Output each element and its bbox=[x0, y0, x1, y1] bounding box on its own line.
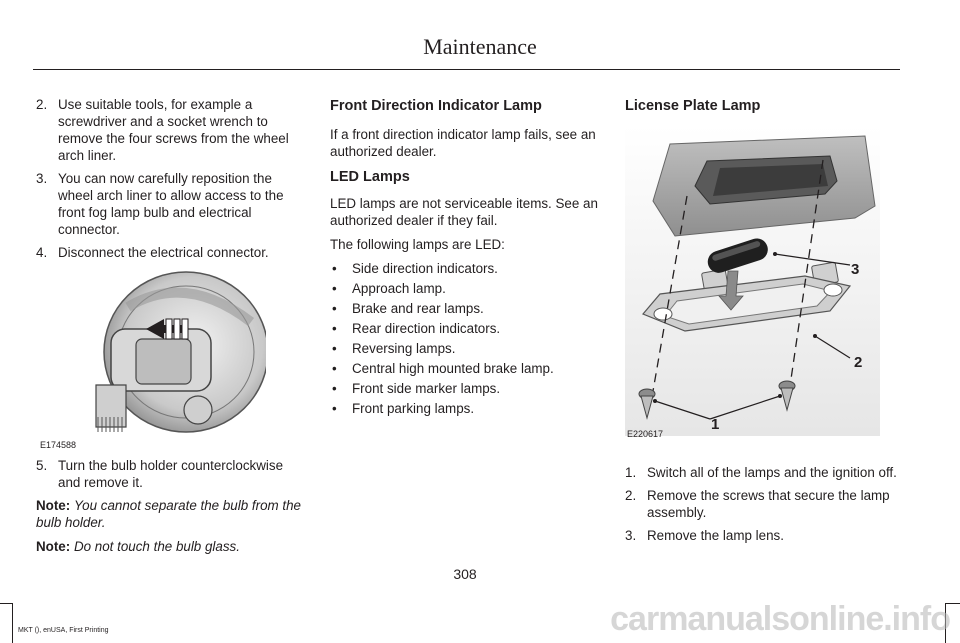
list-item bbox=[330, 280, 602, 297]
fog-lamp-illustration bbox=[36, 267, 266, 447]
note-text: You cannot separate the bulb from the bulb holder. bbox=[36, 498, 302, 530]
step-text: You can now carefully reposition the wheel arch liner to allow access to the front fog lamp bulb and electrical connector. bbox=[58, 171, 284, 237]
step-item bbox=[36, 96, 304, 164]
paragraph: LED lamps are not serviceable items. See an authorized dealer if they fail. bbox=[330, 196, 598, 228]
step-item bbox=[36, 244, 304, 261]
figure-code: E174588 bbox=[40, 440, 77, 450]
note-label: Note: bbox=[36, 498, 71, 513]
list-item bbox=[330, 380, 602, 397]
header-rule bbox=[33, 69, 900, 70]
list-item bbox=[330, 360, 602, 377]
step-item bbox=[625, 527, 897, 544]
step-number: 3. bbox=[625, 528, 637, 543]
page-number: 308 bbox=[453, 566, 477, 582]
bullet: • bbox=[332, 261, 337, 276]
step-number: 3. bbox=[36, 171, 48, 186]
callout-1: 1 bbox=[711, 416, 720, 433]
bullet: • bbox=[332, 401, 337, 416]
list-item-text: Approach lamp. bbox=[352, 281, 446, 296]
step-number: 4. bbox=[36, 245, 48, 260]
step-item bbox=[625, 464, 897, 481]
column-3 bbox=[625, 96, 897, 550]
bullet: • bbox=[332, 341, 337, 356]
note-label: Note: bbox=[36, 539, 71, 554]
step-item bbox=[36, 170, 304, 238]
list-item bbox=[330, 260, 602, 277]
list-item-text: Front parking lamps. bbox=[352, 401, 475, 416]
bullet: • bbox=[332, 361, 337, 376]
step-item bbox=[625, 487, 897, 521]
crop-mark bbox=[0, 603, 12, 604]
list-item-text: Brake and rear lamps. bbox=[352, 301, 484, 316]
step-item bbox=[36, 457, 304, 491]
bullet: • bbox=[332, 281, 337, 296]
note bbox=[36, 538, 304, 555]
watermark: carmanualsonline.info bbox=[610, 600, 950, 638]
callout-2: 2 bbox=[854, 354, 863, 371]
led-lamp-list bbox=[330, 260, 602, 417]
note-text: Do not touch the bulb glass. bbox=[73, 539, 240, 554]
license-plate-lamp-illustration bbox=[625, 126, 880, 436]
fog-lamp-figure bbox=[36, 267, 266, 450]
list-item-text: Rear direction indicators. bbox=[352, 321, 501, 336]
step-text: Switch all of the lamps and the ignition off. bbox=[647, 465, 897, 480]
step-text: Use suitable tools, for example a screwdriver and a socket wrench to remove the four screws from the wheel arch liner. bbox=[58, 97, 289, 163]
section-heading: License Plate Lamp bbox=[625, 98, 761, 114]
list-item-text: Central high mounted brake lamp. bbox=[352, 361, 554, 376]
bullet: • bbox=[332, 321, 337, 336]
step-text: Remove the lamp lens. bbox=[647, 528, 784, 543]
step-number: 1. bbox=[625, 465, 637, 480]
list-item bbox=[330, 340, 602, 357]
list-item bbox=[330, 300, 602, 317]
step-number: 5. bbox=[36, 458, 48, 473]
license-lamp-steps bbox=[625, 464, 897, 544]
step-text: Disconnect the electrical connector. bbox=[58, 245, 269, 260]
list-item bbox=[330, 400, 602, 417]
section-heading: Front Direction Indicator Lamp bbox=[330, 98, 542, 114]
page-header-title: Maintenance bbox=[423, 34, 537, 59]
step-number: 2. bbox=[625, 488, 637, 503]
list-item bbox=[330, 320, 602, 337]
note bbox=[36, 497, 304, 531]
crop-mark bbox=[12, 603, 13, 643]
list-item-text: Reversing lamps. bbox=[352, 341, 456, 356]
step-text: Turn the bulb holder counterclockwise and remove it. bbox=[58, 458, 284, 490]
list-item-text: Side direction indicators. bbox=[352, 261, 498, 276]
bullet: • bbox=[332, 381, 337, 396]
step-number: 2. bbox=[36, 97, 48, 112]
paragraph: If a front direction indicator lamp fails, see an authorized dealer. bbox=[330, 127, 596, 159]
bullet: • bbox=[332, 301, 337, 316]
license-plate-lamp-figure bbox=[625, 126, 880, 439]
column-1 bbox=[36, 96, 304, 562]
column-2 bbox=[330, 96, 602, 420]
edition-footer: MKT (), enUSA, First Printing bbox=[18, 627, 109, 634]
callout-3: 3 bbox=[851, 261, 860, 278]
step-text: Remove the screws that secure the lamp assembly. bbox=[647, 488, 890, 520]
list-item-text: Front side marker lamps. bbox=[352, 381, 501, 396]
figure-code: E220617 bbox=[627, 429, 664, 439]
paragraph: The following lamps are LED: bbox=[330, 237, 505, 252]
subsection-heading: LED Lamps bbox=[330, 169, 410, 185]
